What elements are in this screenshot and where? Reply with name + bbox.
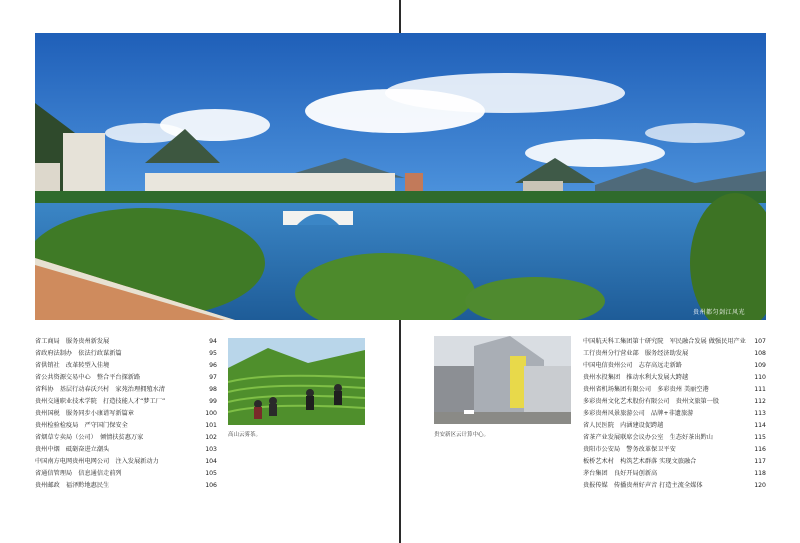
toc-page: 108 — [754, 350, 766, 357]
toc-page: 112 — [754, 398, 766, 405]
data-center-photo — [434, 336, 571, 424]
toc-page: 118 — [754, 470, 766, 477]
toc-row[interactable] — [583, 396, 766, 408]
toc-row[interactable] — [35, 420, 217, 432]
toc-page: 102 — [205, 434, 217, 441]
toc-title: 贵州检验检疫局 严守国门保安全 — [35, 422, 128, 429]
toc-row[interactable] — [583, 360, 766, 372]
toc-row[interactable] — [583, 432, 766, 444]
toc-title: 板桥艺术村 构筑艺术群落 实现文旅融合 — [583, 458, 697, 465]
toc-row[interactable] — [583, 456, 766, 468]
toc-row[interactable] — [35, 396, 217, 408]
toc-title: 省茶产业发展联席会议办公室 生态好茶出黔山 — [583, 434, 713, 441]
toc-row[interactable] — [35, 336, 217, 348]
photo-caption: 贵州都匀剑江风光 — [693, 309, 746, 316]
toc-row[interactable] — [35, 360, 217, 372]
toc-title: 省人民医院 内涵建设促跨越 — [583, 422, 664, 429]
toc-page: 107 — [754, 338, 766, 345]
toc-page: 97 — [209, 374, 217, 381]
toc-row[interactable] — [35, 432, 217, 444]
toc-title: 多彩贵州文化艺术股份有限公司 贵州文旅第一股 — [583, 398, 720, 405]
toc-page: 120 — [754, 482, 766, 489]
toc-title: 贵州国税 服务同步小康谱写新篇章 — [35, 410, 134, 417]
toc-title: 茅台集团 良好开局创新高 — [583, 470, 658, 477]
toc-row[interactable] — [583, 480, 766, 492]
toc-right — [583, 336, 766, 492]
toc-row[interactable] — [35, 372, 217, 384]
toc-page: 105 — [205, 470, 217, 477]
toc-title: 省烟草专卖局（公司） 倾情扶贫惠万家 — [35, 434, 144, 441]
toc-page: 98 — [209, 386, 217, 393]
toc-row[interactable] — [35, 348, 217, 360]
toc-title: 贵州省机场集团有限公司 多彩贵州 美丽空港 — [583, 386, 709, 393]
toc-left — [35, 336, 217, 492]
toc-row[interactable] — [35, 384, 217, 396]
toc-title: 贵报传媒 传播贵州好声音 打造主流全媒体 — [583, 482, 703, 489]
toc-title: 贵州中烟 砥砺奋进立潮头 — [35, 446, 110, 453]
toc-row[interactable] — [583, 372, 766, 384]
toc-page: 111 — [754, 386, 766, 393]
toc-title: 中国南方电网贵州电网公司 注入发展新动力 — [35, 458, 159, 465]
toc-row[interactable] — [35, 408, 217, 420]
toc-page: 115 — [754, 434, 766, 441]
toc-page: 100 — [205, 410, 217, 417]
toc-title: 贵阳市公安局 警务改革保卫平安 — [583, 446, 676, 453]
toc-page: 99 — [209, 398, 217, 405]
toc-row[interactable] — [583, 408, 766, 420]
toc-row[interactable] — [583, 336, 766, 348]
toc-title: 多彩贵州风景旅游公司 品牌+非遗旅游 — [583, 410, 694, 417]
toc-row[interactable] — [35, 480, 217, 492]
toc-row[interactable] — [583, 468, 766, 480]
toc-title: 省通信管理局 信息通信走前列 — [35, 470, 122, 477]
toc-title: 省科协 基层行动春沃兴村 家苑治理拥殖水清 — [35, 386, 165, 393]
toc-page: 101 — [205, 422, 217, 429]
toc-row[interactable] — [583, 444, 766, 456]
toc-title: 工行贵州分行营业部 服务经济助发展 — [583, 350, 689, 357]
toc-title: 中国航天科工集团第十研究院 军民融合发展 做强民用产业 — [583, 338, 746, 345]
toc-row[interactable] — [35, 456, 217, 468]
toc-row[interactable] — [583, 420, 766, 432]
data-center-photo-caption: 贵安新区云计算中心。 — [434, 432, 490, 438]
toc-page: 114 — [754, 422, 766, 429]
toc-title: 贵州交通职业技术学院 打造技能人才“梦工厂” — [35, 398, 166, 405]
toc-row[interactable] — [35, 468, 217, 480]
toc-page: 104 — [205, 458, 217, 465]
toc-title: 贵州水投集团 推动水利大发展大跨越 — [583, 374, 689, 381]
toc-page: 110 — [754, 374, 766, 381]
toc-title: 省工商局 服务贵州新发展 — [35, 338, 110, 345]
panorama-lake-photo — [35, 33, 766, 320]
toc-page: 103 — [205, 446, 217, 453]
toc-page: 117 — [754, 458, 766, 465]
toc-page: 116 — [754, 446, 766, 453]
toc-page: 109 — [754, 362, 766, 369]
toc-page: 94 — [209, 338, 217, 345]
tea-plantation-photo — [228, 338, 365, 425]
toc-row[interactable] — [583, 348, 766, 360]
toc-page: 113 — [754, 410, 766, 417]
toc-row[interactable] — [35, 444, 217, 456]
toc-page: 95 — [209, 350, 217, 357]
toc-title: 中国电信贵州公司 志存高远走新路 — [583, 362, 682, 369]
toc-row[interactable] — [583, 384, 766, 396]
toc-title: 省供销社 改革转型入佳境 — [35, 362, 110, 369]
toc-page: 106 — [205, 482, 217, 489]
toc-title: 省公共资源交易中心 整合平台探新路 — [35, 374, 141, 381]
toc-page: 96 — [209, 362, 217, 369]
tea-photo-caption: 高山云雾茶。 — [228, 432, 262, 438]
toc-title: 省政府法制办 依法行政谋新篇 — [35, 350, 122, 357]
toc-title: 贵州邮政 福泽黔地惠民生 — [35, 482, 110, 489]
